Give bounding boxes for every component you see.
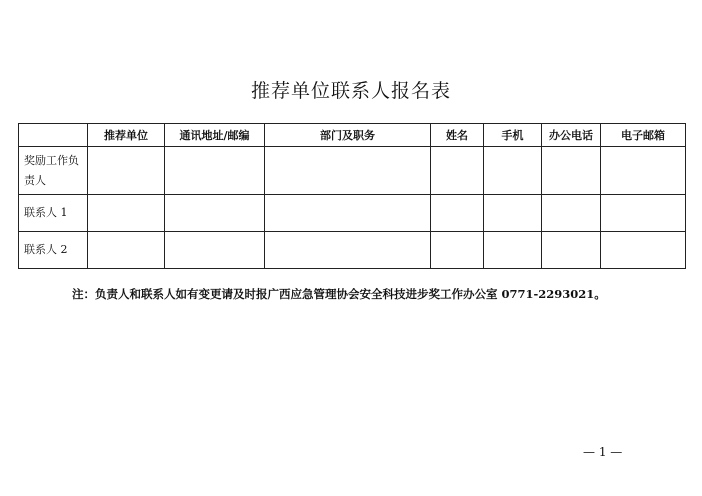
table-cell xyxy=(542,232,601,269)
table-cell xyxy=(265,232,431,269)
row-label-responsible-person: 奖励工作负责人 xyxy=(19,147,88,195)
table-header-row xyxy=(19,124,686,147)
header-cell-department: 部门及职务 xyxy=(265,124,431,147)
header-cell-blank xyxy=(19,124,88,147)
table-cell xyxy=(484,232,542,269)
header-cell-recommending-unit: 推荐单位 xyxy=(88,124,165,147)
footnote: 注：负责人和联系人如有变更请及时报广西应急管理协会安全科技进步奖工作办公室 0771-2293021。 xyxy=(72,287,606,301)
table-cell xyxy=(601,195,686,232)
table-row xyxy=(19,147,686,195)
header-cell-name: 姓名 xyxy=(431,124,484,147)
row-label-contact-2: 联系人 2 xyxy=(19,232,88,269)
table-cell xyxy=(542,195,601,232)
header-cell-address: 通讯地址/邮编 xyxy=(165,124,265,147)
table-cell xyxy=(431,232,484,269)
table-cell xyxy=(601,232,686,269)
table-cell xyxy=(88,195,165,232)
row-label-contact-1: 联系人 1 xyxy=(19,195,88,232)
table-cell xyxy=(484,147,542,195)
table-cell xyxy=(484,195,542,232)
header-cell-mobile: 手机 xyxy=(484,124,542,147)
table-cell xyxy=(542,147,601,195)
table-cell xyxy=(165,232,265,269)
header-cell-office-phone: 办公电话 xyxy=(542,124,601,147)
header-cell-email: 电子邮箱 xyxy=(601,124,686,147)
table-cell xyxy=(88,232,165,269)
table-cell xyxy=(88,147,165,195)
form-title: 推荐单位联系人报名表 xyxy=(250,80,451,102)
table-cell xyxy=(431,147,484,195)
table-row xyxy=(19,195,686,232)
table-row xyxy=(19,232,686,269)
contact-registration-table xyxy=(18,123,686,269)
table-cell xyxy=(601,147,686,195)
table-cell xyxy=(431,195,484,232)
table-cell xyxy=(265,147,431,195)
page-number: — 1 — xyxy=(583,445,623,459)
table-cell xyxy=(165,195,265,232)
table-cell xyxy=(265,195,431,232)
table-cell xyxy=(165,147,265,195)
